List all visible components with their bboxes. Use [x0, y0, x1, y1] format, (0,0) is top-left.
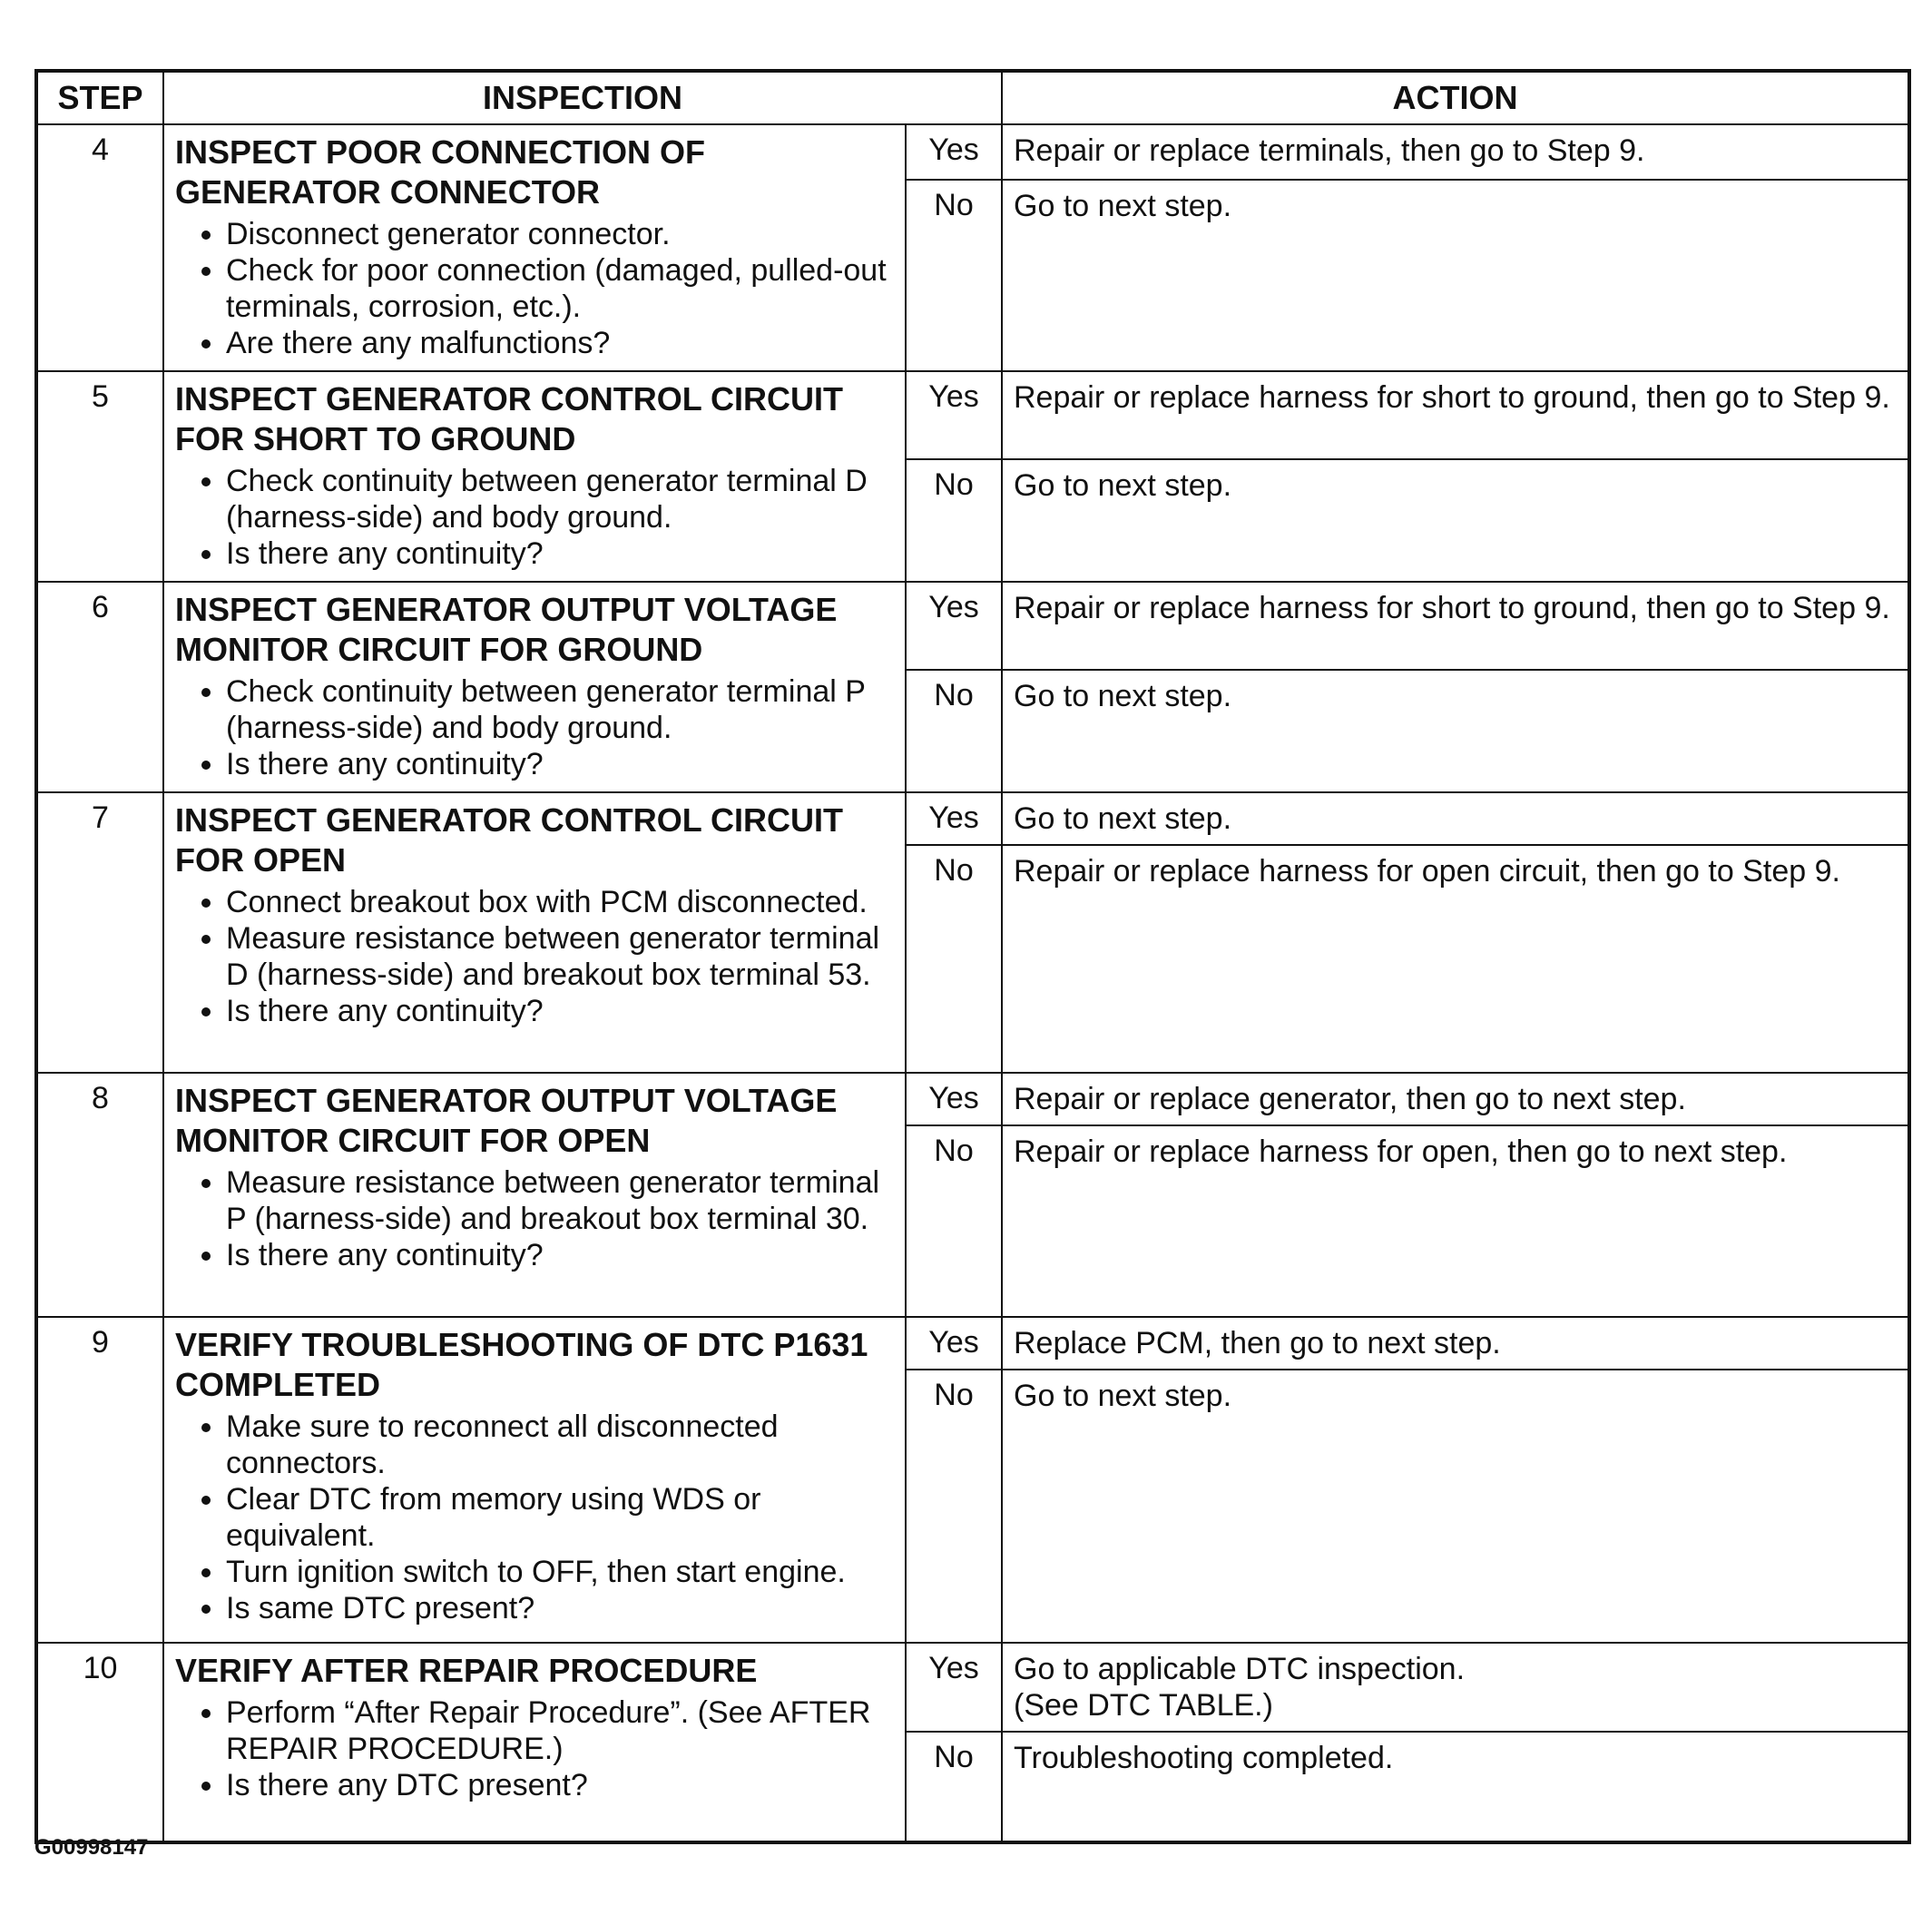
inspection-title: INSPECT GENERATOR CONTROL CIRCUIT FOR SHORT TO GROUND [175, 380, 844, 457]
inspection-bullets [175, 1694, 896, 1803]
inspection-bullet: • Measure resistance between generator terminal D (harness-side) and breakout box terminal 53. [226, 920, 896, 993]
table-row [36, 1317, 1909, 1370]
table-row [36, 124, 1909, 180]
inspection-bullets [175, 884, 896, 1029]
no-label: No [906, 1370, 1002, 1643]
yes-label: Yes [906, 1643, 1002, 1732]
yes-action: Go to applicable DTC inspection. [1014, 1652, 1466, 1686]
inspection-bullets [175, 1164, 896, 1273]
inspection-title: VERIFY AFTER REPAIR PROCEDURE [175, 1652, 758, 1689]
yes-action: Repair or replace harness for short to ground, then go to Step 9. [1002, 582, 1909, 670]
no-label: No [906, 670, 1002, 792]
inspection-title: INSPECT GENERATOR OUTPUT VOLTAGE MONITOR CIRCUIT FOR GROUND [175, 591, 838, 668]
inspection-bullet: • Measure resistance between generator terminal P (harness-side) and breakout box terminal 30. [226, 1164, 896, 1237]
yes-action: Repair or replace terminals, then go to Step 9. [1002, 124, 1909, 180]
no-action: Repair or replace harness for open circuit, then go to Step 9. [1002, 845, 1909, 1073]
step-number: 10 [36, 1643, 163, 1842]
yes-action: Go to next step. [1002, 792, 1909, 845]
inspection-cell [163, 1073, 906, 1317]
troubleshooting-table [34, 69, 1911, 1844]
no-action: Go to next step. [1002, 1370, 1909, 1643]
no-label: No [906, 459, 1002, 582]
yes-label: Yes [906, 1073, 1002, 1125]
inspection-bullet: • Is there any continuity? [226, 1237, 896, 1273]
table-row [36, 1643, 1909, 1732]
inspection-bullet: • Is there any continuity? [226, 535, 896, 572]
step-number: 9 [36, 1317, 163, 1643]
header-inspection: INSPECTION [163, 71, 1002, 124]
inspection-bullet: • Check continuity between generator terminal D (harness-side) and body ground. [226, 463, 896, 535]
inspection-bullet: • Clear DTC from memory using WDS or equivalent. [226, 1481, 896, 1554]
document-id: G00998147 [34, 1835, 149, 1860]
yes-label: Yes [906, 1317, 1002, 1370]
inspection-bullets [175, 463, 896, 572]
table-row [36, 371, 1909, 459]
no-label: No [906, 1125, 1002, 1317]
yes-action: Replace PCM, then go to next step. [1002, 1317, 1909, 1370]
inspection-bullet: • Is there any continuity? [226, 746, 896, 782]
inspection-cell [163, 582, 906, 792]
inspection-bullet: • Make sure to reconnect all disconnected connectors. [226, 1409, 896, 1481]
no-label: No [906, 180, 1002, 371]
yes-action: Repair or replace harness for short to ground, then go to Step 9. [1002, 371, 1909, 459]
yes-label: Yes [906, 371, 1002, 459]
header-row [36, 71, 1909, 124]
no-action: Go to next step. [1002, 670, 1909, 792]
inspection-bullets [175, 216, 896, 361]
no-label: No [906, 845, 1002, 1073]
no-label: No [906, 1732, 1002, 1842]
step-number: 5 [36, 371, 163, 582]
yes-label: Yes [906, 792, 1002, 845]
header-action: ACTION [1002, 71, 1909, 124]
inspection-cell [163, 371, 906, 582]
step-number: 7 [36, 792, 163, 1073]
header-step: STEP [36, 71, 163, 124]
no-action: Repair or replace harness for open, then go to next step. [1002, 1125, 1909, 1317]
no-action: Go to next step. [1002, 180, 1909, 371]
inspection-bullet: • Turn ignition switch to OFF, then start engine. [226, 1554, 896, 1590]
table-row [36, 792, 1909, 845]
inspection-bullet: • Is same DTC present? [226, 1590, 896, 1626]
yes-action: Repair or replace generator, then go to next step. [1002, 1073, 1909, 1125]
inspection-bullets [175, 1409, 896, 1626]
table-row [36, 1073, 1909, 1125]
inspection-cell [163, 1643, 906, 1842]
inspection-cell [163, 124, 906, 371]
inspection-title: INSPECT POOR CONNECTION OF GENERATOR CONNECTOR [175, 133, 706, 211]
inspection-title: INSPECT GENERATOR OUTPUT VOLTAGE MONITOR CIRCUIT FOR OPEN [175, 1082, 838, 1159]
inspection-bullet: • Are there any malfunctions? [226, 325, 896, 361]
inspection-bullets [175, 673, 896, 782]
inspection-title: INSPECT GENERATOR CONTROL CIRCUIT FOR OPEN [175, 801, 844, 879]
yes-label: Yes [906, 124, 1002, 180]
inspection-bullet: • Disconnect generator connector. [226, 216, 896, 252]
no-action: Go to next step. [1002, 459, 1909, 582]
yes-label: Yes [906, 582, 1002, 670]
table-row [36, 582, 1909, 670]
step-number: 8 [36, 1073, 163, 1317]
inspection-cell [163, 1317, 906, 1643]
yes-action-note: (See DTC TABLE.) [1014, 1688, 1273, 1723]
inspection-bullet: • Check for poor connection (damaged, pulled-out terminals, corrosion, etc.). [226, 252, 896, 325]
inspection-bullet: • Is there any DTC present? [226, 1767, 896, 1803]
inspection-bullet: • Is there any continuity? [226, 993, 896, 1029]
inspection-title: VERIFY TROUBLESHOOTING OF DTC P1631 COMPLETED [175, 1326, 868, 1403]
troubleshooting-sheet [34, 69, 1907, 1844]
step-number: 6 [36, 582, 163, 792]
no-action: Troubleshooting completed. [1002, 1732, 1909, 1842]
step-number: 4 [36, 124, 163, 371]
yes-action-cell [1002, 1643, 1909, 1732]
inspection-cell [163, 792, 906, 1073]
inspection-bullet: • Check continuity between generator terminal P (harness-side) and body ground. [226, 673, 896, 746]
inspection-bullet: • Perform “After Repair Procedure”. (See AFTER REPAIR PROCEDURE.) [226, 1694, 896, 1767]
inspection-bullet: • Connect breakout box with PCM disconnected. [226, 884, 896, 920]
